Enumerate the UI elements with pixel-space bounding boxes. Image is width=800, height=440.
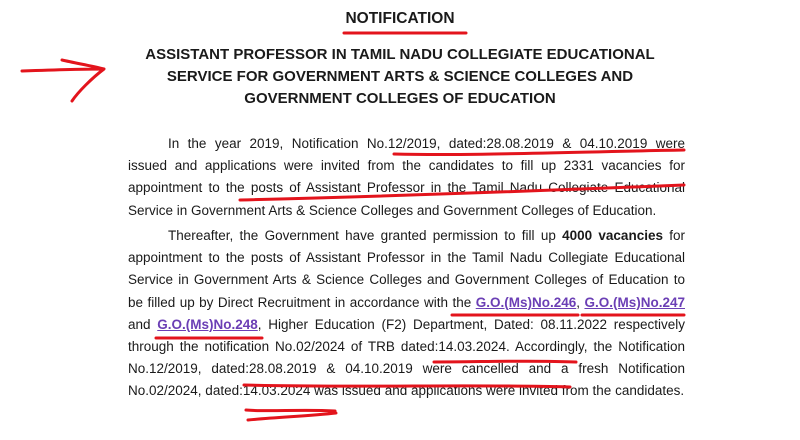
go-246-link[interactable]: G.O.(Ms)No.246 bbox=[475, 294, 577, 310]
subtitle-line-3: GOVERNMENT COLLEGES OF EDUCATION bbox=[244, 90, 556, 107]
go-247-link[interactable]: G.O.(Ms)No.247 bbox=[584, 294, 685, 310]
para2-text-1: Thereafter, the Government have granted permission to fill up bbox=[168, 228, 563, 243]
subtitle-line-1: ASSISTANT PROFESSOR IN TAMIL NADU COLLEGIATE EDUCATIONAL bbox=[145, 46, 655, 63]
para2-text-2: for appointment to the posts of Assistant Professor in the Tamil Nadu Collegiate Educational Service in Government Arts & Science Colleges and Government Colleges of Education to be filled up by Direct Recruitment in accordance with the bbox=[128, 228, 685, 310]
document-subtitle bbox=[0, 44, 800, 110]
paragraph-2 bbox=[128, 225, 685, 403]
subtitle-line-2: SERVICE FOR GOVERNMENT ARTS & SCIENCE COLLEGES AND bbox=[166, 68, 634, 85]
paragraph-1: In the year 2019, Notification No.12/2019, dated:28.08.2019 & 04.10.2019 were issued and applications were invited from the candidates to fill up 2331 vacancies for appointment to the posts of Assistant Professor in the Tamil Nadu Collegiate Educational Service in Government Arts & Science Colleges and Government Colleges of Education. bbox=[128, 136, 685, 218]
underline-fresh-dated bbox=[246, 410, 336, 420]
vacancies-count: 4000 vacancies bbox=[562, 228, 663, 243]
notification-title: NOTIFICATION bbox=[345, 10, 455, 27]
para2-text-3: , Higher Education (F2) Department, Dated: 08.11.2022 respectively through the notification No.02/2024 of TRB dated:14.03.2024. Accordingly, the Notification No.12/2019, dated:28.08.2019 & 04.10.2019 were cancelled and a fresh Notification No.02/2024, dated:14.03.2024 was issued and applications were invited from the candidates. bbox=[128, 316, 685, 399]
go-248-link[interactable]: G.O.(Ms)No.248 bbox=[157, 316, 258, 332]
para2-and: and bbox=[128, 316, 158, 332]
para2-sep: , bbox=[576, 294, 585, 310]
